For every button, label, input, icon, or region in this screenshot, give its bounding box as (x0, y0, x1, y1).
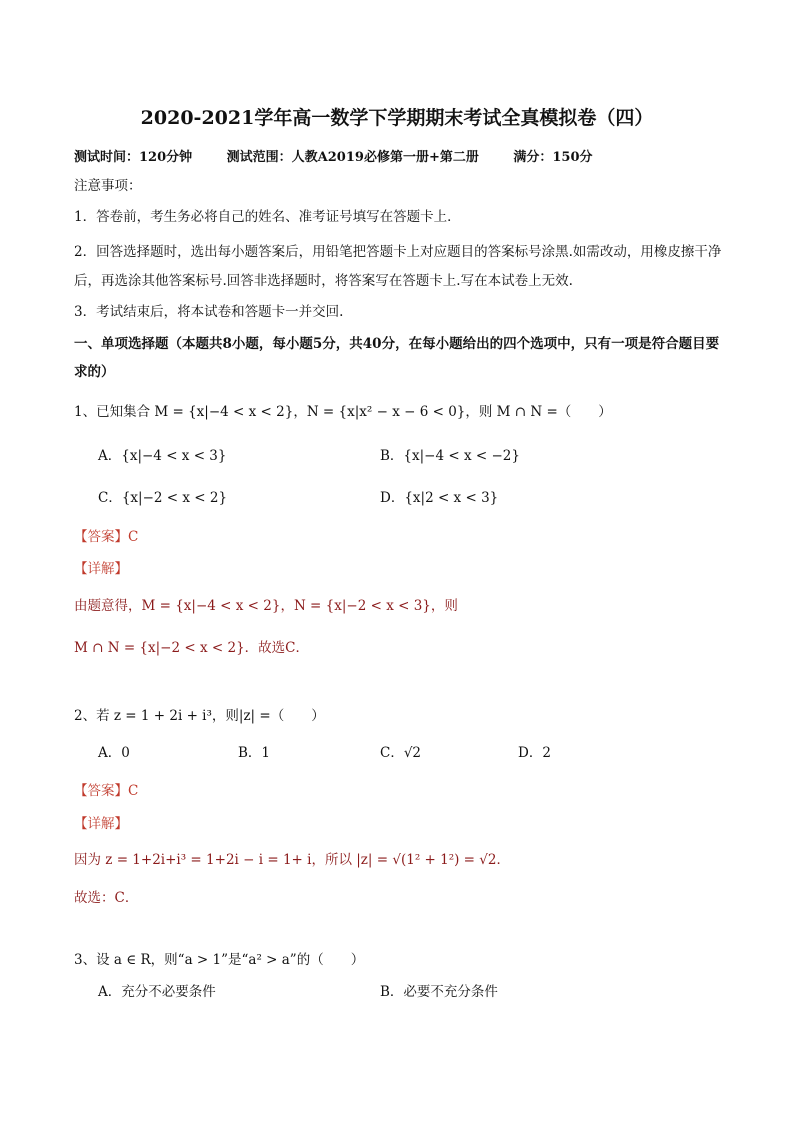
q1-option-a: A．{x|−4 < x < 3} (98, 448, 227, 464)
q2-option-d: D．2 (518, 745, 551, 761)
q2-explanation-line-1: 因为 z = 1+2i+i³ = 1+2i − i = 1+ i，所以 |z| = √(1² + 1²) = √2． (74, 852, 510, 868)
q1-option-c: C．{x|−2 < x < 2} (98, 490, 228, 506)
q1-detail-label: 【详解】 (74, 561, 128, 577)
q2-option-b: B．1 (238, 745, 271, 761)
notice-item-1: 1．答卷前，考生务必将自己的姓名、准考证号填写在答题卡上． (74, 209, 461, 225)
notice-heading: 注意事项： (74, 178, 142, 194)
q1-stem: 1、已知集合 M = {x|−4 < x < 2}，N = {x|x² − x − 6 < 0}，则 M ∩ N =（ ） (74, 404, 612, 420)
section-single-choice: 一、单项选择题（本题共8小题，每小题5分，共40分，在每小题给出的四个选项中，只有一项是符合题目要求的） (74, 336, 720, 380)
q1-explanation-line-2: M ∩ N = {x|−2 < x < 2}．故选C． (74, 640, 309, 656)
q1-explanation-line-1: 由题意得，M = {x|−4 < x < 2}，N = {x|−2 < x < 3}，则 (74, 598, 458, 614)
exam-scope: 测试范围：人教A2019必修第一册+第二册 (226, 150, 479, 165)
q3-option-b: B．必要不充分条件 (380, 984, 498, 1000)
notice-item-2: 2．回答选择题时，选出每小题答案后，用铅笔把答题卡上对应题目的答案标号涂黑.如需改动，用橡皮擦干净后，再选涂其他答案标号.回答非选择题时，将答案写在答题卡上.写在本试卷上无效. (74, 244, 722, 289)
q1-option-b: B．{x|−4 < x < −2} (380, 448, 520, 464)
q1-option-d: D．{x|2 < x < 3} (380, 490, 499, 506)
q2-answer: 【答案】C (74, 783, 139, 799)
exam-time: 测试时间：120分钟 (74, 150, 193, 165)
q2-detail-label: 【详解】 (74, 816, 128, 832)
q1-answer: 【答案】C (74, 529, 139, 545)
q2-option-c: C．√2 (380, 745, 422, 761)
notice-item-3: 3．考试结束后，将本试卷和答题卡一并交回. (74, 304, 344, 320)
q2-stem: 2、若 z = 1 + 2i + i³，则|z| =（ ） (74, 708, 325, 724)
page-title: 2020-2021学年高一数学下学期期末考试全真模拟卷（四） (140, 107, 654, 129)
q2-option-a: A．0 (98, 745, 130, 761)
q3-stem: 3、设 a ∈ R，则“a > 1”是“a² > a”的（ ） (74, 952, 365, 968)
exam-meta (74, 146, 623, 165)
q2-explanation-line-2: 故选：C． (74, 890, 139, 906)
q3-option-a: A．充分不必要条件 (98, 984, 216, 1000)
exam-score: 满分：150分 (513, 150, 593, 165)
